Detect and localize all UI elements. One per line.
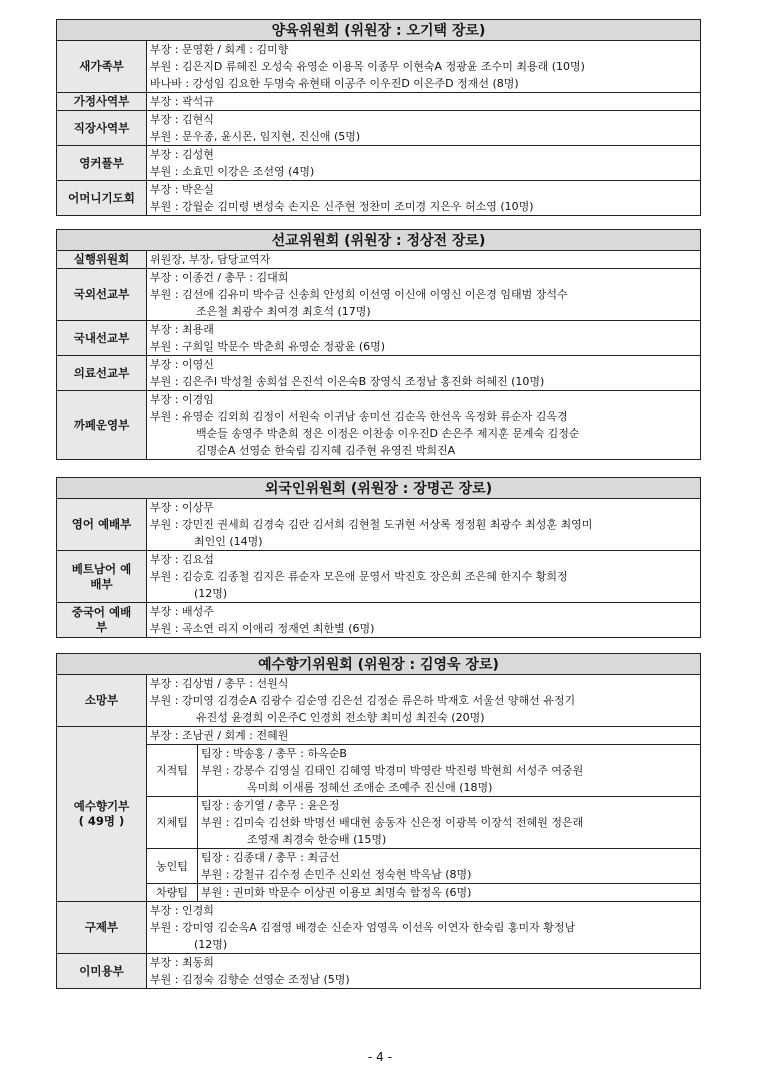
team-table bbox=[147, 744, 700, 901]
row-label: 어머니기도회 bbox=[57, 181, 147, 216]
row-label: 중국어 예배부 bbox=[57, 603, 147, 638]
line: 팀장 : 박송홍 / 총무 : 하옥순B bbox=[201, 747, 347, 760]
line: 부원 : 김은지D 류혜진 오성숙 유영순 이용목 이종무 이현숙A 정광윤 조수미 최용래 (10명) bbox=[150, 60, 585, 73]
row-content bbox=[147, 727, 701, 902]
row-label: 영커플부 bbox=[57, 146, 147, 181]
line: 부장 : 인경희 bbox=[150, 904, 214, 917]
line: 조영재 최경숙 한승배 (15명) bbox=[247, 833, 387, 846]
line: 팀장 : 송기열 / 총무 : 윤은정 bbox=[201, 799, 340, 812]
row-content bbox=[147, 954, 701, 989]
row-label: 영어 예배부 bbox=[57, 499, 147, 551]
dept-count: ( 49명 ) bbox=[78, 814, 125, 828]
line: 부원 : 김승호 김종철 김지은 류순자 모은애 문영서 박진호 장은희 조은혜 한지수 황희정 bbox=[150, 570, 568, 583]
team-content bbox=[198, 884, 701, 902]
dept-name: 예수향기부 bbox=[73, 799, 130, 813]
row-label: 베트남어 예배부 bbox=[57, 551, 147, 603]
line: (12명) bbox=[194, 938, 228, 951]
line: 부원 : 강미영 김경순A 김광수 김순영 김은선 김정순 류은하 박재호 서울선 양해선 유정기 bbox=[150, 694, 576, 707]
line: 부장 : 곽석규 bbox=[150, 95, 214, 108]
row-label: 실행위원회 bbox=[57, 251, 147, 269]
line: 위원장, 부장, 담당교역자 bbox=[150, 253, 271, 266]
row-content bbox=[147, 181, 701, 216]
line: 부원 : 강봉수 김영실 김태인 김혜영 박경미 박영란 박진령 박현희 서성주 여중원 bbox=[201, 764, 584, 777]
line: 바나바 : 강성임 김요한 두명숙 유현태 이공주 이우진D 이은주D 정재선 (8명) bbox=[150, 77, 519, 90]
line: 부원 : 강월순 김미령 변성숙 손지은 신주현 정찬미 조미경 지은우 허소영 (10명) bbox=[150, 200, 534, 213]
row-content bbox=[147, 93, 701, 111]
yangyuk-committee-table bbox=[56, 19, 701, 216]
line: 조은철 최광수 최여경 최호석 (17명) bbox=[196, 305, 371, 318]
row-label: 의료선교부 bbox=[57, 356, 147, 391]
line: 부원 : 구희일 박문수 박춘희 유영순 정광윤 (6명) bbox=[150, 340, 386, 353]
row-label: 새가족부 bbox=[57, 41, 147, 93]
line: 부원 : 문우종, 윤시몬, 임지현, 진신애 (5명) bbox=[150, 130, 361, 143]
yesu-hyanggi-committee-table bbox=[56, 653, 701, 989]
section-title: 예수향기위원회 (위원장 : 김영욱 장로) bbox=[57, 654, 701, 675]
line: 최인인 (14명) bbox=[194, 535, 263, 548]
line: 유진성 윤경희 이은주C 인경희 전소향 최미성 최진숙 (20명) bbox=[196, 711, 485, 724]
line: 팀장 : 김종대 / 총무 : 최금선 bbox=[201, 851, 340, 864]
team-label: 지체팀 bbox=[147, 797, 198, 849]
line: 부원 : 김미숙 김선화 박명선 배대현 송동자 신은정 이광복 이장석 전혜원 정은래 bbox=[201, 816, 584, 829]
line: 부장 : 최동희 bbox=[150, 956, 214, 969]
line: 부원 : 김은주I 박성철 송희섭 은진석 이은숙B 장영식 조정남 홍진화 허혜진 (10명) bbox=[150, 375, 545, 388]
line: 부장 : 문영환 / 회계 : 김미향 bbox=[150, 43, 289, 56]
line: 부장 : 배성주 bbox=[150, 605, 214, 618]
line: 부장 : 김요섭 bbox=[150, 553, 214, 566]
row-label: 가정사역부 bbox=[57, 93, 147, 111]
row-content bbox=[147, 391, 701, 460]
line: 부장 : 이영신 bbox=[150, 358, 214, 371]
line: 부장 : 이상무 bbox=[150, 501, 214, 514]
row-label: 이미용부 bbox=[57, 954, 147, 989]
row-label bbox=[57, 727, 147, 902]
row-content bbox=[147, 356, 701, 391]
line: 부원 : 소효민 이강은 조선영 (4명) bbox=[150, 165, 315, 178]
row-content bbox=[147, 41, 701, 93]
line: 부원 : 김선애 김유미 박수금 신송희 안성희 이선영 이신애 이영신 이은경 임태범 장석수 bbox=[150, 288, 568, 301]
section-title: 양육위원회 (위원장 : 오기택 장로) bbox=[57, 20, 701, 41]
row-content bbox=[147, 269, 701, 321]
line: 부장 : 이경임 bbox=[150, 393, 214, 406]
row-content bbox=[147, 321, 701, 356]
foreigner-committee-table bbox=[56, 477, 701, 638]
line: 부장 : 김현식 bbox=[150, 113, 214, 126]
line: 부장 : 박은실 bbox=[150, 183, 214, 196]
row-content bbox=[147, 146, 701, 181]
row-content bbox=[147, 251, 701, 269]
line: 옥미희 이새롬 정혜선 조애순 조예주 진신애 (18명) bbox=[247, 781, 493, 794]
line: 부장 : 김성현 bbox=[150, 148, 214, 161]
line: 부장 : 조남권 / 회계 : 전혜원 bbox=[150, 729, 289, 742]
line: 부장 : 최용래 bbox=[150, 323, 214, 336]
line: 부장 : 이종건 / 총무 : 김대희 bbox=[150, 271, 289, 284]
row-content bbox=[147, 499, 701, 551]
line: 부원 : 유영순 김외희 김정이 서원숙 이귀남 송미선 김순옥 한선옥 옥정화 류순자 김옥경 bbox=[150, 410, 568, 423]
line: 부원 : 곡소연 리지 이애리 정재연 최한별 (6명) bbox=[150, 622, 375, 635]
line: 부원 : 김정숙 김향순 선영순 조정남 (5명) bbox=[150, 973, 350, 986]
section-title: 외국인위원회 (위원장 : 장명곤 장로) bbox=[57, 478, 701, 499]
row-label: 소망부 bbox=[57, 675, 147, 727]
row-content bbox=[147, 603, 701, 638]
row-label: 까페운영부 bbox=[57, 391, 147, 460]
mission-committee-table bbox=[56, 229, 701, 460]
line: 부장 : 김상범 / 총무 : 선원식 bbox=[150, 677, 289, 690]
line: 김명순A 선영순 한숙림 김지혜 김주현 유영진 박희진A bbox=[196, 444, 456, 457]
row-label: 직장사역부 bbox=[57, 111, 147, 146]
team-content bbox=[198, 745, 701, 797]
row-content bbox=[147, 111, 701, 146]
line: 부원 : 강민진 권세희 김경숙 김란 김서희 김현철 도귀현 서상록 정정훤 최광수 최성훈 최영미 bbox=[150, 518, 593, 531]
line: 백순들 송영주 박춘희 정은 이정은 이찬송 이우진D 손은주 제지훈 문계숙 김정순 bbox=[196, 427, 580, 440]
row-content bbox=[147, 551, 701, 603]
team-content bbox=[198, 849, 701, 884]
team-label: 농인팀 bbox=[147, 849, 198, 884]
row-content bbox=[147, 675, 701, 727]
team-label: 지적팀 bbox=[147, 745, 198, 797]
line: 부원 : 권미화 박문수 이상권 이용보 최명숙 함정옥 (6명) bbox=[201, 886, 472, 899]
section-title: 선교위원회 (위원장 : 정상전 장로) bbox=[57, 230, 701, 251]
team-label: 차량팀 bbox=[147, 884, 198, 902]
row-label: 국외선교부 bbox=[57, 269, 147, 321]
row-content bbox=[147, 902, 701, 954]
line: (12명) bbox=[194, 587, 228, 600]
row-label: 국내선교부 bbox=[57, 321, 147, 356]
row-label: 구제부 bbox=[57, 902, 147, 954]
page-number: - 4 - bbox=[368, 1050, 392, 1064]
team-content bbox=[198, 797, 701, 849]
line: 부원 : 강철규 김수정 손민주 신외선 정숙현 박옥남 (8명) bbox=[201, 868, 472, 881]
line: 부원 : 강미영 김순옥A 김점영 배경순 신순자 엄영옥 이선옥 이연자 한숙림 홍미자 황정남 bbox=[150, 921, 576, 934]
